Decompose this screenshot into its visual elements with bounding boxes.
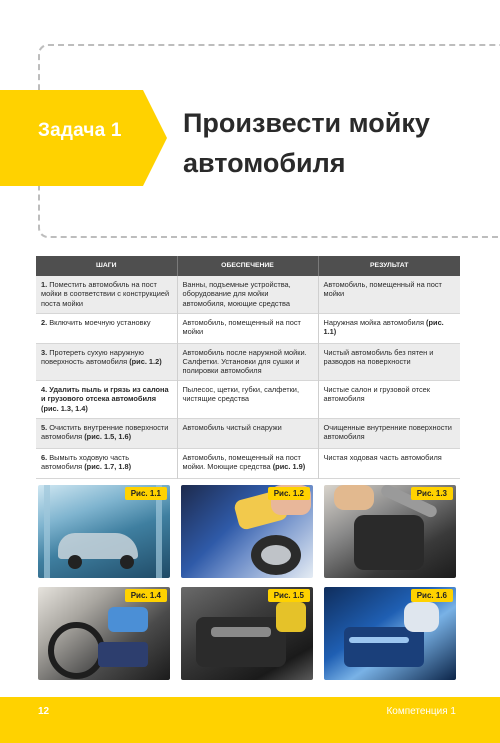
header-result: РЕЗУЛЬТАТ: [318, 256, 460, 276]
figure-caption: Рис. 1.1: [125, 487, 167, 500]
result-cell: [318, 276, 460, 313]
provision-cell: [177, 276, 318, 313]
figure-caption: Рис. 1.6: [411, 589, 453, 602]
provision-cell: [177, 343, 318, 380]
figure-ref: (рис. 1.1): [323, 317, 444, 336]
wiping-car-photo: [181, 485, 313, 578]
car-wash-photo: [38, 485, 170, 578]
result-cell: [318, 313, 460, 343]
underbody-cleaning-photo: [324, 587, 456, 680]
title-line-1: Произвести мойку: [183, 108, 430, 138]
provision-text: Автомобиль после наружной мойки. Салфетки. Установки для сушки и полировки автомобиля: [182, 347, 307, 376]
step-text: Поместить автомобиль на пост мойки в соответствии с конструкцией поста мойки: [41, 280, 170, 308]
provision-cell: [177, 380, 318, 418]
table-row: [36, 418, 460, 448]
provision-cell: [177, 448, 318, 478]
result-cell: [318, 380, 460, 418]
page-number: 12: [38, 706, 50, 717]
step-text: Протереть сухую наружную поверхность автомобиля: [41, 347, 144, 366]
steps-table: [36, 256, 460, 479]
result-text: Чистая ходовая часть автомобиля: [323, 452, 442, 462]
figure-caption: Рис. 1.4: [125, 589, 167, 602]
provision-text: Автомобиль, помещенный на пост мойки: [182, 317, 301, 336]
provision-cell: [177, 418, 318, 448]
title-line-2: автомобиля: [183, 148, 346, 178]
figure-ref: (рис. 1.5, 1.6): [84, 432, 132, 442]
step-number: 5.: [41, 422, 48, 432]
result-text: Чистый автомобиль без пятен и разводов на поверхности: [323, 347, 434, 366]
step-number: 2.: [41, 317, 48, 327]
result-cell: [318, 418, 460, 448]
provision-text: Автомобиль чистый снаружи: [182, 422, 282, 432]
result-text: Автомобиль, помещенный на пост мойки: [323, 280, 442, 299]
step-text: Удалить пыль и грязь из салона и грузового отсека автомобиля: [41, 384, 169, 404]
figure-ref: (рис. 1.9): [272, 462, 306, 472]
header-steps: ШАГИ: [36, 256, 177, 276]
step-number: 6.: [41, 452, 48, 462]
footer-text: Компетенция 1: [386, 706, 456, 717]
figure-ref: (рис. 1.7, 1.8): [84, 462, 132, 472]
step-cell: [36, 418, 177, 448]
result-text: Очищенные внутренние поверхности автомобиля: [323, 422, 452, 442]
engine-bay-photo: [181, 587, 313, 680]
step-cell: [36, 380, 177, 418]
figure-ref: (рис. 1.3, 1.4): [41, 403, 88, 413]
step-text: Вымыть ходовую часть автомобиля: [41, 452, 130, 472]
step-cell: [36, 343, 177, 380]
step-number: 4.: [41, 384, 48, 394]
header-provision: ОБЕСПЕЧЕНИЕ: [177, 256, 318, 276]
provision-text: Автомобиль, помещенный на пост мойки. Моющие средства: [182, 452, 301, 472]
result-cell: [318, 448, 460, 478]
table-header-row: [36, 256, 460, 276]
page-title: [183, 103, 473, 183]
figure-caption: Рис. 1.3: [411, 487, 453, 500]
table-row: [36, 313, 460, 343]
table-row: [36, 380, 460, 418]
table-row: [36, 448, 460, 478]
result-cell: [318, 343, 460, 380]
figure-caption: Рис. 1.2: [268, 487, 310, 500]
figure-caption: Рис. 1.5: [268, 589, 310, 602]
step-cell: [36, 276, 177, 313]
result-text: Наружная мойка автомобиля: [323, 317, 424, 327]
table-row: [36, 276, 460, 313]
table-row: [36, 343, 460, 380]
vacuum-seat-photo: [324, 485, 456, 578]
step-text: Включить моечную установку: [49, 317, 151, 327]
provision-cell: [177, 313, 318, 343]
result-text: Чистые салон и грузовой отсек автомобиля: [323, 384, 430, 404]
step-cell: [36, 448, 177, 478]
task-label: Задача 1: [38, 120, 122, 141]
provision-text: Ванны, подъемные устройства, оборудование для мойки автомобиля, моющие средства: [182, 280, 291, 308]
provision-text: Пылесос, щетки, губки, салфетки, чистящие средства: [182, 384, 299, 404]
step-number: 1.: [41, 280, 48, 289]
step-cell: [36, 313, 177, 343]
figure-ref: (рис. 1.2): [129, 356, 162, 366]
step-text: Очистить внутренние поверхности автомобиля: [41, 422, 169, 442]
footer-bar: [0, 697, 500, 743]
dashboard-cleaning-photo: [38, 587, 170, 680]
step-number: 3.: [41, 347, 48, 357]
